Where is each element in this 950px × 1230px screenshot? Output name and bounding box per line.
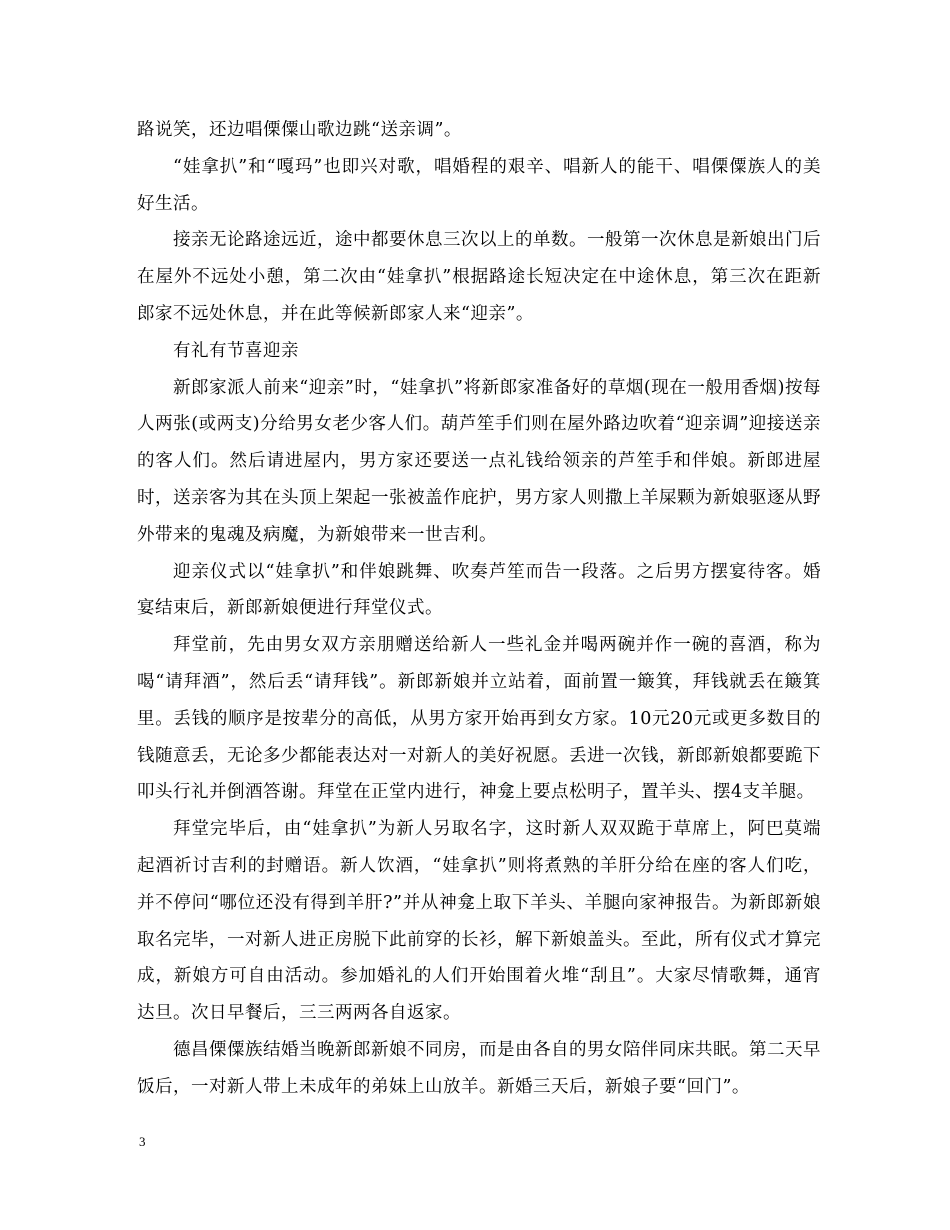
paragraph: 迎亲仪式以“娃拿扒”和伴娘跳舞、吹奏芦笙而告一段落。之后男方摆宴待客。婚宴结束后，新郎新娘便进行拜堂仪式。: [137, 561, 821, 619]
paragraph: 拜堂前，先由男女双方亲朋赠送给新人一些礼金并喝两碗并作一碗的喜酒，称为喝“请拜酒”，然后丢“请拜钱”。新郎新娘并立站着，面前置一簸箕，拜钱就丢在簸箕里。丢钱的顺序是按辈分的高低，从男方家开始再到女方家。10元20元或更多数目的钱随意丢，无论多少都能表达对一对新人的美好祝愿。丢进一次钱，新郎新娘都要跪下叩头行礼并倒酒答谢。拜堂在正堂内进行，神龛上要点松明子，置羊头、摆4支羊腿。: [137, 635, 821, 803]
paragraph: 德昌傈僳族结婚当晚新郎新娘不同房，而是由各自的男女陪伴同床共眠。第二天早饭后，一对新人带上未成年的弟妹上山放羊。新婚三天后，新娘子要“回门”。: [137, 1039, 821, 1097]
paragraph: “娃拿扒”和“嘎玛”也即兴对歌，唱婚程的艰辛、唱新人的能干、唱傈僳族人的美好生活。: [137, 156, 821, 214]
paragraph: 拜堂完毕后，由“娃拿扒”为新人另取名字，这时新人双双跪于草席上，阿巴莫端起酒祈讨吉利的封赠语。新人饮酒，“娃拿扒”则将煮熟的羊肝分给在座的客人们吃，并不停问“哪位还没有得到羊肝?”并从神龛上取下羊头、羊腿向家神报告。为新郎新娘取名完毕，一对新人进正房脱下此前穿的长衫，解下新娘盖头。至此，所有仪式才算完成，新娘方可自由活动。参加婚礼的人们开始围着火堆“刮且”。大家尽情歌舞，通宵达旦。次日早餐后，三三两两各自返家。: [137, 819, 821, 1024]
paragraph: 新郎家派人前来“迎亲”时，“娃拿扒”将新郎家准备好的草烟(现在一般用香烟)按每人两张(或两支)分给男女老少客人们。葫芦笙手们则在屋外路边吹着“迎亲调”迎接送亲的客人们。然后请进屋内，男方家还要送一点礼钱给领亲的芦笙手和伴娘。新郎进屋时，送亲客为其在头顶上架起一张被盖作庇护，男方家人则撒上羊屎颗为新娘驱逐从野外带来的鬼魂及病魔，为新娘带来一世吉利。: [137, 377, 821, 545]
section-heading: 有礼有节喜迎亲: [173, 340, 299, 361]
paragraph: 接亲无论路途远近，途中都要休息三次以上的单数。一般第一次休息是新娘出门后在屋外不远处小憩，第二次由“娃拿扒”根据路途长短决定在中途休息，第三次在距新郎家不远处休息，并在此等候新郎家人来“迎亲”。: [137, 230, 821, 324]
page-number: 3: [139, 1134, 146, 1149]
paragraph-continuation: 路说笑，还边唱傈僳山歌边跳“送亲调”。: [137, 120, 462, 140]
body-text: [137, 112, 821, 1106]
